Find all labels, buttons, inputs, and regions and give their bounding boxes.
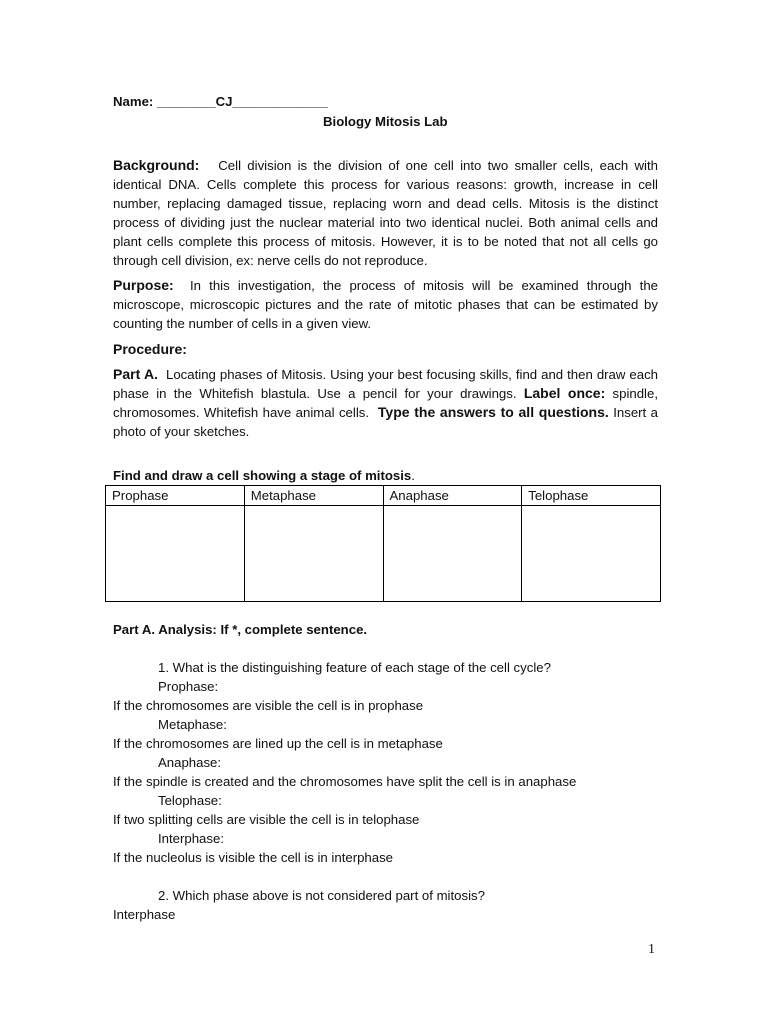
part-a-text1: Locating phases of Mitosis. Using your best focusing skills, find and then draw each phase in the Whitefish blastula. Use a pencil for your drawings. xyxy=(113,367,659,401)
background-heading: Background: xyxy=(113,157,200,173)
type-answers-instruction: Type the answers to all questions. xyxy=(377,404,609,420)
purpose-paragraph xyxy=(113,276,658,333)
telophase-drawing-cell[interactable] xyxy=(522,506,661,602)
table-header-row xyxy=(106,486,661,506)
part-a-text2: spindle, chromosomes. Whitefish have animal cells. xyxy=(113,386,658,420)
name-value: ________CJ_____________ xyxy=(156,94,328,109)
table-heading-period: . xyxy=(411,468,415,483)
part-a-label: Part A. xyxy=(113,366,158,382)
procedure-heading: Procedure: xyxy=(113,341,187,357)
page-number: 1 xyxy=(648,942,655,957)
question-2: 2. Which phase above is not considered part of mitosis? xyxy=(158,888,485,903)
label-once: Label once: xyxy=(523,385,606,401)
telophase-label: Telophase: xyxy=(158,793,222,808)
table-drawing-row xyxy=(106,506,661,602)
prophase-label: Prophase: xyxy=(158,679,219,694)
anaphase-drawing-cell[interactable] xyxy=(383,506,522,602)
column-telophase: Telophase xyxy=(522,486,661,506)
metaphase-label: Metaphase: xyxy=(158,717,227,732)
question-2-answer: Interphase xyxy=(113,907,176,922)
prophase-answer: If the chromosomes are visible the cell is in prophase xyxy=(113,698,424,713)
analysis-heading: Part A. Analysis: If *, complete sentence. xyxy=(113,622,368,637)
column-metaphase: Metaphase xyxy=(244,486,383,506)
column-anaphase: Anaphase xyxy=(383,486,522,506)
metaphase-answer: If the chromosomes are lined up the cell is in metaphase xyxy=(113,736,443,751)
metaphase-drawing-cell[interactable] xyxy=(244,506,383,602)
part-a-paragraph xyxy=(113,365,658,441)
page-title: Biology Mitosis Lab xyxy=(323,114,448,129)
part-a-text3: Insert a photo of your sketches. xyxy=(113,405,659,439)
column-prophase: Prophase xyxy=(106,486,245,506)
telophase-answer: If two splitting cells are visible the cell is in telophase xyxy=(113,812,420,827)
purpose-text: In this investigation, the process of mitosis will be examined through the microscope, microscopic pictures and the rate of mitotic phases that can be estimated by counting the number of cells in a given view. xyxy=(113,278,659,331)
background-paragraph xyxy=(113,156,658,270)
anaphase-label: Anaphase: xyxy=(158,755,222,770)
background-text: Cell division is the division of one cell into two smaller cells, each with identical DNA. Cells complete this process for various reasons: growth, increase in cell number, replacing damaged tissue, replacing worn and dead cells. Mitosis is the distinct process of dividing just the nuclear material into two identical nuclei. Both animal cells and plant cells complete this process of mitosis. However, it is to be noted that not all cells go through cell division, ex: nerve cells do not reproduce. xyxy=(113,158,658,268)
interphase-label: Interphase: xyxy=(158,831,224,846)
prophase-drawing-cell[interactable] xyxy=(106,506,245,602)
interphase-answer: If the nucleolus is visible the cell is in interphase xyxy=(113,850,394,865)
mitosis-stages-table xyxy=(105,485,661,602)
table-heading-text: Find and draw a cell showing a stage of mitosis xyxy=(113,468,412,483)
name-label: Name: xyxy=(113,94,154,109)
purpose-heading: Purpose: xyxy=(113,277,174,293)
question-1: 1. What is the distinguishing feature of each stage of the cell cycle? xyxy=(158,660,551,675)
name-line xyxy=(113,92,328,111)
anaphase-answer: If the spindle is created and the chromosomes have split the cell is in anaphase xyxy=(113,774,577,789)
table-heading xyxy=(113,466,415,485)
